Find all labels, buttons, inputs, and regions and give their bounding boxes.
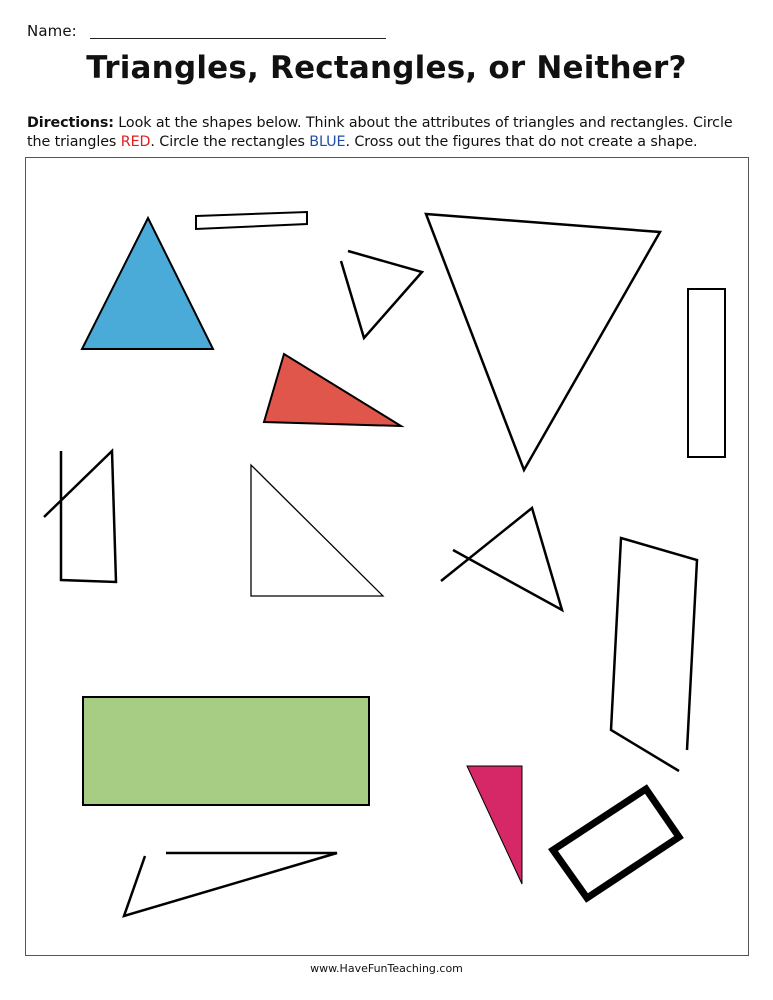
green-rectangle[interactable] xyxy=(83,697,369,805)
magenta-triangle[interactable] xyxy=(467,766,522,884)
blue-triangle[interactable] xyxy=(82,218,213,349)
directions-text-2: . Circle the rectangles xyxy=(150,134,310,150)
thin-rectangle-top[interactable] xyxy=(196,212,307,229)
crossed-rectangle-left[interactable] xyxy=(44,451,116,582)
large-triangle[interactable] xyxy=(426,214,660,470)
crossed-triangle[interactable] xyxy=(441,508,562,610)
open-triangle-bottom[interactable] xyxy=(124,853,337,916)
tall-rectangle-right[interactable] xyxy=(688,289,725,457)
open-parallelogram-right[interactable] xyxy=(611,538,697,771)
directions-blue-word: BLUE xyxy=(309,134,346,150)
tilted-thick-rectangle[interactable] xyxy=(553,789,679,898)
directions-text-3: . Cross out the figures that do not create a shape. xyxy=(345,134,698,150)
right-triangle-outline[interactable] xyxy=(251,465,383,596)
directions-red-word: RED xyxy=(120,134,151,150)
name-label: Name: xyxy=(27,22,77,40)
directions-text-1: Look at the shapes below. Think about the attributes of triangles and rectangles. Circle the triangles xyxy=(27,115,733,150)
small-open-triangle[interactable] xyxy=(341,251,422,338)
red-triangle[interactable] xyxy=(264,354,401,426)
footer-website[interactable]: www.HaveFunTeaching.com xyxy=(310,962,463,975)
directions-label: Directions: xyxy=(27,115,114,131)
worksheet-title: Triangles, Rectangles, or Neither? xyxy=(86,50,687,86)
